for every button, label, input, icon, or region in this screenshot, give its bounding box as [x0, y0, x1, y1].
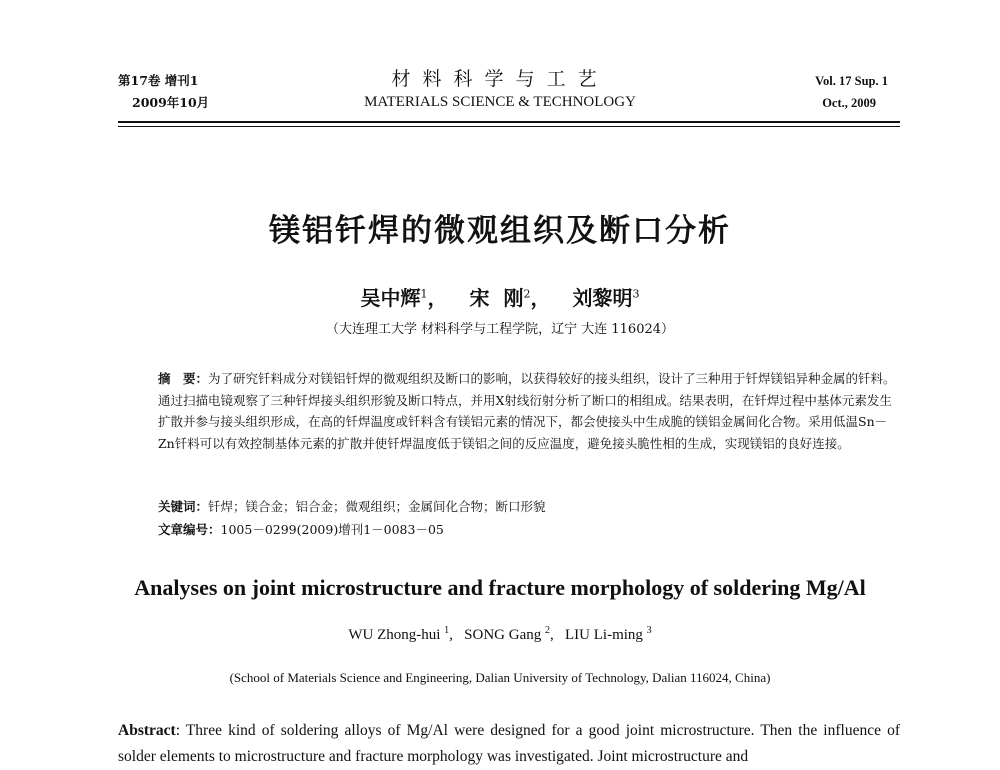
- abstract-label-cn: 摘 要：: [158, 371, 209, 386]
- keywords-text: 钎焊；镁合金；铝合金；微观组织；金属间化合物；断口形貌: [208, 499, 546, 514]
- author-separator: ,: [550, 627, 554, 643]
- author-en: WU Zhong-hui $^1$: [348, 625, 450, 643]
- affiliation-en: (School of Materials Science and Engineering, Dalian University of Technology, Dalian 116024, China): [229, 670, 771, 685]
- header-rule-thin: [118, 126, 900, 127]
- author-separator: ,: [449, 627, 453, 643]
- author-en: SONG Gang $^2$: [464, 625, 550, 643]
- author-en: LIU Li-ming $^3$: [565, 625, 652, 643]
- abstract-cn: [158, 368, 900, 454]
- affiliation-cn: （大连理工大学 材料科学与工程学院，辽宁 大连 116024）: [325, 322, 675, 337]
- abstract-en: [118, 718, 900, 770]
- author-separator: ，: [427, 286, 448, 310]
- author-separator: ，: [530, 286, 551, 310]
- abstract-label-en: Abstract: [118, 722, 176, 739]
- header-rule-thick: [118, 121, 900, 123]
- author-list-en: [100, 625, 900, 644]
- article-number: [158, 520, 900, 538]
- journal-name: [320, 66, 680, 112]
- keywords-cn: [158, 497, 900, 515]
- journal-date-cn: 2009年10月: [132, 95, 210, 110]
- journal-date-en: Oct., 2009: [822, 96, 876, 110]
- article-number-value: 1005－0299(2009)增刊1－0083－05: [220, 522, 444, 537]
- journal-volume-info: [118, 70, 209, 114]
- journal-name-cn: 材料科学与工艺: [391, 68, 609, 90]
- journal-name-en: MATERIALS SCIENCE & TECHNOLOGY: [364, 94, 636, 110]
- abstract-text-cn: 为了研究钎料成分对镁铝钎焊的微观组织及断口的影响，以获得较好的接头组织，设计了三种用于钎焊镁铝异种金属的钎料。通过扫描电镜观察了三种钎焊接头组织形貌及断口特点，并用X射线衍射分析了断口的相组成。结果表明，在钎焊过程中基体元素发生扩散并参与接头组织形成，在高的钎焊温度或钎料含有镁铝元素的情况下，都会使接头中生成脆的镁铝金属间化合物。采用低温Sn－Zn钎料可以有效控制基体元素的扩散并使钎焊温度低于镁铝之间的反应温度，避免接头脆性相的生成，实现镁铝的良好连接。: [158, 371, 896, 451]
- author-cn: 吴中辉$^1$: [360, 286, 428, 310]
- author-cn: 刘黎明$^3$: [572, 286, 640, 310]
- article-number-label: 文章编号：: [158, 522, 221, 537]
- journal-volume: 第17卷 增刊1: [118, 73, 199, 88]
- keywords-label: 关键词：: [158, 499, 209, 514]
- author-list-cn: [100, 282, 900, 311]
- journal-issue: Vol. 17 Sup. 1: [815, 74, 888, 88]
- paper-title-cn: 镁铝钎焊的微观组织及断口分析: [269, 213, 731, 249]
- abstract-colon: :: [175, 722, 180, 739]
- author-cn: 宋 刚$^2$: [469, 286, 531, 310]
- abstract-text-en: Three kind of soldering alloys of Mg/Al were designed for a good joint microstructure. Then the influence of solder elements to microstructure and fracture morphology was investigated. Joint microstructure and: [118, 722, 900, 765]
- paper-title-en: Analyses on joint microstructure and fracture morphology of soldering Mg/Al: [134, 575, 866, 600]
- journal-issue-info: [815, 70, 888, 114]
